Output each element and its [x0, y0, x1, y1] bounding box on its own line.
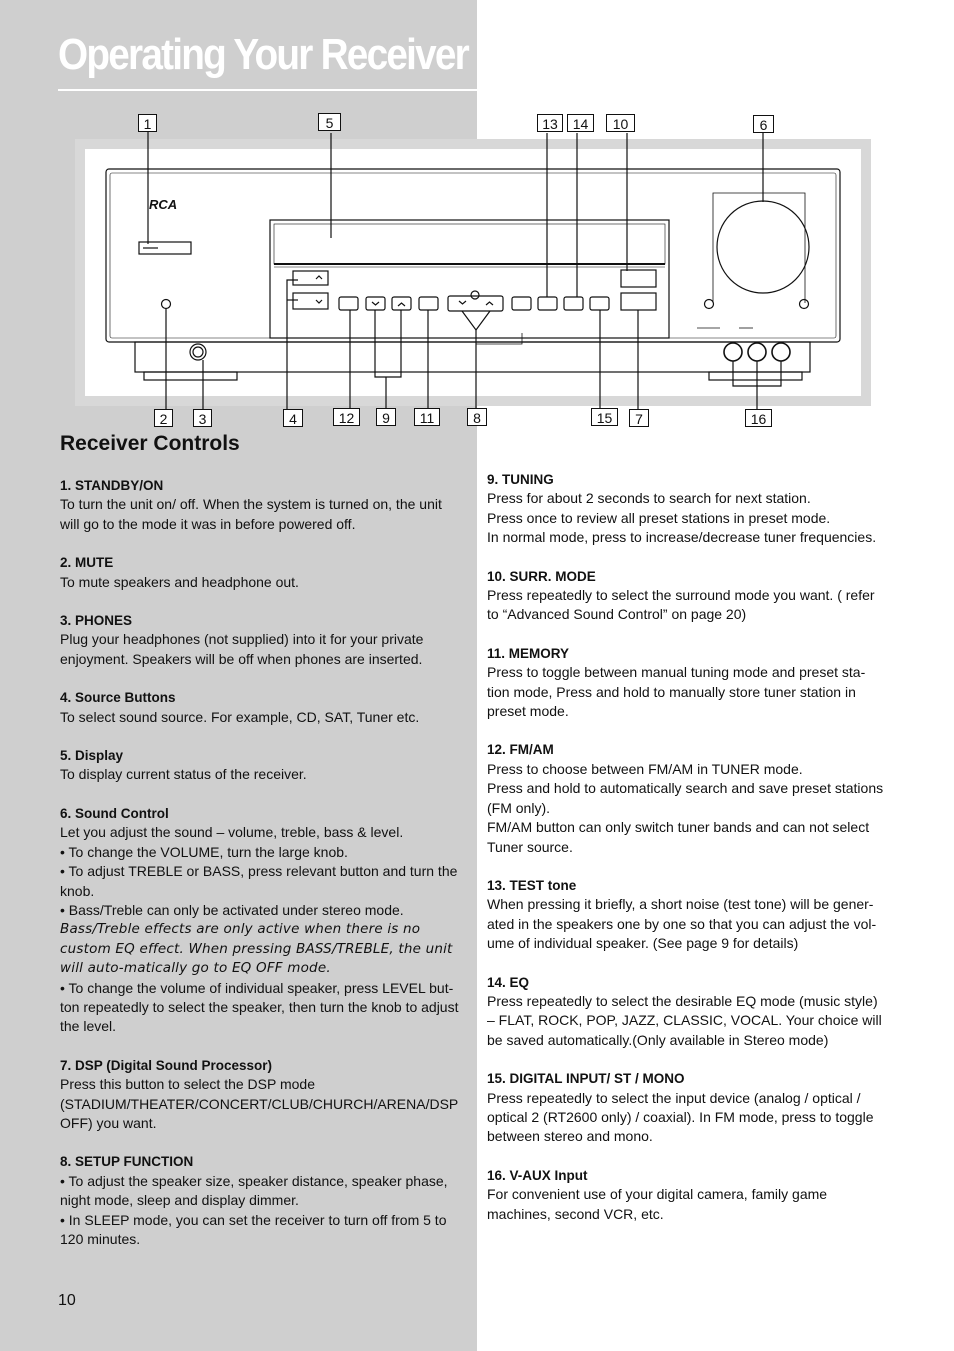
- chevron-up-icon: [486, 302, 493, 305]
- item-text: Plug your headphones (not supplied) into it for your private enjoyment. Speakers will be off when phones are inserted.: [60, 631, 424, 667]
- item-heading: 3. PHONES: [60, 613, 133, 629]
- callout-15: 15: [591, 408, 618, 426]
- item-text: FM/AM button can only switch tuner bands and can not select Tuner source.: [487, 819, 870, 855]
- eq-button: [564, 297, 583, 310]
- item-text: For convenient use of your digital camera, family game machines, second VCR, etc.: [487, 1186, 828, 1222]
- callout-9: 9: [376, 408, 396, 426]
- chevron-down-icon: [316, 300, 322, 303]
- v-aux-jack-video: [724, 343, 742, 361]
- surr-mode-button: [621, 270, 656, 287]
- item-bullet: • To adjust the speaker size, speaker distance, speaker phase, night mode, sleep and display dimmer.: [60, 1172, 448, 1209]
- item-text: Press repeatedly to select the surround mode you want. ( refer to “Advanced Sound Control” on page 20): [487, 587, 875, 623]
- item-heading: 7. DSP (Digital Sound Processor): [60, 1057, 273, 1073]
- item-surr-mode: [487, 567, 887, 625]
- item-eq: [487, 973, 887, 1051]
- item-fm-am: [487, 740, 887, 856]
- tuning-down-button: [366, 297, 385, 310]
- receiver-foot-right: [709, 372, 802, 380]
- callout-4: 4: [283, 409, 303, 427]
- setup-center-dot: [471, 291, 479, 299]
- item-setup-function: [60, 1152, 465, 1249]
- item-text: When pressing it briefly, a short noise (test tone) will be gener-ated in the speakers one by one so that you can adjust the vol-ume of individual speaker. (See page 9 for details): [487, 896, 877, 952]
- item-memory: [487, 644, 887, 722]
- callout-13: 13: [537, 114, 563, 132]
- page-title: Operating Your Receiver: [58, 30, 468, 79]
- treble-bass-button: [705, 300, 714, 309]
- memory-button: [419, 297, 438, 310]
- item-text: To turn the unit on/ off. When the system is turned on, the unit will go to the mode it was in before powered off.: [60, 496, 442, 532]
- right-column: [487, 470, 887, 1243]
- callout-1: 1: [138, 114, 157, 132]
- item-digital-input: [487, 1069, 887, 1147]
- item-heading: 13. TEST tone: [487, 877, 577, 893]
- callout-7: 7: [629, 409, 649, 427]
- item-heading: 12. FM/AM: [487, 742, 554, 758]
- item-text: Press to toggle between manual tuning mode and preset sta-tion mode, Press and hold to manually store tuner station in preset mode.: [487, 664, 866, 720]
- item-tuning: [487, 470, 887, 548]
- item-v-aux: [487, 1166, 887, 1224]
- sound-control-bracket: [713, 193, 805, 303]
- item-text: Press once to review all preset stations in preset mode.: [487, 509, 831, 526]
- source-down-button: [293, 293, 328, 309]
- item-dsp: [60, 1056, 465, 1134]
- mute-button: [162, 300, 171, 309]
- level-button: [800, 300, 809, 309]
- test-tone-button: [538, 297, 557, 310]
- item-text: Press and hold to automatically search and save preset stations (FM only).: [487, 780, 884, 816]
- phones-jack-inner: [193, 347, 203, 357]
- item-bullet: • In SLEEP mode, you can set the receiver to turn off from 5 to 120 minutes.: [60, 1211, 447, 1247]
- fm-am-button: [339, 297, 358, 310]
- phones-jack: [190, 344, 206, 360]
- item-text: Press repeatedly to select the desirable EQ mode (music style) – FLAT, ROCK, POP, JAZZ, CLASSIC, VOCAL. Your choice will be saved automatically.(Only available in Stereo mode): [487, 992, 882, 1048]
- item-heading: 4. Source Buttons: [60, 690, 176, 706]
- receiver-base: [135, 342, 810, 372]
- item-text: To select sound source. For example, CD, SAT, Tuner etc.: [60, 708, 420, 725]
- item-display: [60, 746, 465, 785]
- item-heading: 14. EQ: [487, 974, 530, 990]
- item-text: Press repeatedly to select the input device (analog / optical / optical 2 (RT2600 only) / coaxial). In FM mode, press to toggle between stereo and mono.: [487, 1089, 874, 1145]
- item-bullet: • To change the VOLUME, turn the large knob.: [60, 843, 348, 860]
- item-bullet: • Bass/Treble can only be activated under stereo mode.: [60, 901, 404, 918]
- v-aux-jack-left: [748, 343, 766, 361]
- item-heading: 11. MEMORY: [487, 645, 570, 661]
- item-bullet: • To adjust TREBLE or BASS, press relevant button and turn the knob.: [60, 863, 458, 899]
- item-heading: 9. TUNING: [487, 472, 554, 487]
- receiver-body: [106, 169, 840, 342]
- source-up-button: [293, 271, 328, 285]
- item-heading: 10. SURR. MODE: [487, 568, 596, 584]
- page-number: 10: [58, 1292, 76, 1309]
- item-phones: [60, 611, 465, 669]
- receiver-foot-left: [144, 372, 237, 380]
- section-title: Receiver Controls: [60, 432, 240, 455]
- item-sound-control: [60, 804, 465, 1037]
- receiver-front-panel-diagram: [0, 0, 954, 440]
- dsp-button: [621, 293, 656, 310]
- item-heading: 15. DIGITAL INPUT/ ST / MONO: [487, 1071, 685, 1087]
- digital-input-button: [590, 297, 609, 310]
- aux-button: [512, 297, 531, 310]
- v-aux-jack-right: [772, 343, 790, 361]
- item-standby: [60, 476, 465, 534]
- callout-8: 8: [467, 408, 487, 426]
- callout-5: 5: [318, 113, 341, 131]
- item-note: Bass/Treble effects are only active when there is no custom EQ effect. When pressing BASS/TREBLE, the unit will auto-matically go to EQ OFF mode.: [60, 921, 453, 977]
- volume-knob: [717, 201, 809, 293]
- callout-10: 10: [606, 114, 635, 132]
- item-source-buttons: [60, 688, 465, 727]
- item-mute: [60, 553, 465, 592]
- item-text: Press to choose between FM/AM in TUNER mode.: [487, 760, 803, 777]
- callout-14: 14: [567, 114, 594, 132]
- item-text: Press for about 2 seconds to search for next station.: [487, 490, 811, 507]
- item-bullet: • To change the volume of individual speaker, press LEVEL but-ton repeatedly to select the speaker, then turn the knob to adjust the level.: [60, 979, 459, 1035]
- item-test-tone: [487, 876, 887, 954]
- item-heading: 6. Sound Control: [60, 805, 169, 821]
- item-text: Let you adjust the sound – volume, treble, bass & level.: [60, 824, 404, 841]
- item-heading: 8. SETUP FUNCTION: [60, 1154, 194, 1170]
- item-text: In normal mode, press to increase/decrease tuner frequencies.: [487, 529, 877, 546]
- callout-11: 11: [414, 408, 440, 426]
- callout-2: 2: [154, 409, 173, 427]
- item-heading: 5. Display: [60, 748, 124, 764]
- item-text: Press this button to select the DSP mode (STADIUM/THEATER/CONCERT/CLUB/CHURCH/ARENA/DSP OFF) you want.: [60, 1076, 459, 1131]
- receiver-body-inner: [110, 173, 836, 338]
- chevron-up-icon: [316, 276, 322, 279]
- item-heading: 2. MUTE: [60, 555, 114, 571]
- callout-3: 3: [193, 409, 212, 427]
- display-screen: [274, 224, 665, 264]
- callout-6: 6: [753, 115, 774, 133]
- callout-16: 16: [745, 409, 772, 427]
- item-heading: 16. V-AUX Input: [487, 1167, 588, 1183]
- chevron-down-icon: [372, 302, 379, 305]
- leader-lines: [148, 132, 781, 410]
- callout-12: 12: [333, 408, 360, 426]
- rca-logo: RCA: [149, 197, 178, 212]
- chevron-down-icon: [459, 301, 466, 304]
- item-heading: 1. STANDBY/ON: [60, 478, 164, 493]
- left-column: [60, 476, 465, 1268]
- item-text: To mute speakers and headphone out.: [60, 573, 299, 590]
- item-text: To display current status of the receiver.: [60, 766, 307, 783]
- chevron-up-icon: [398, 303, 405, 306]
- setup-button: [448, 296, 503, 311]
